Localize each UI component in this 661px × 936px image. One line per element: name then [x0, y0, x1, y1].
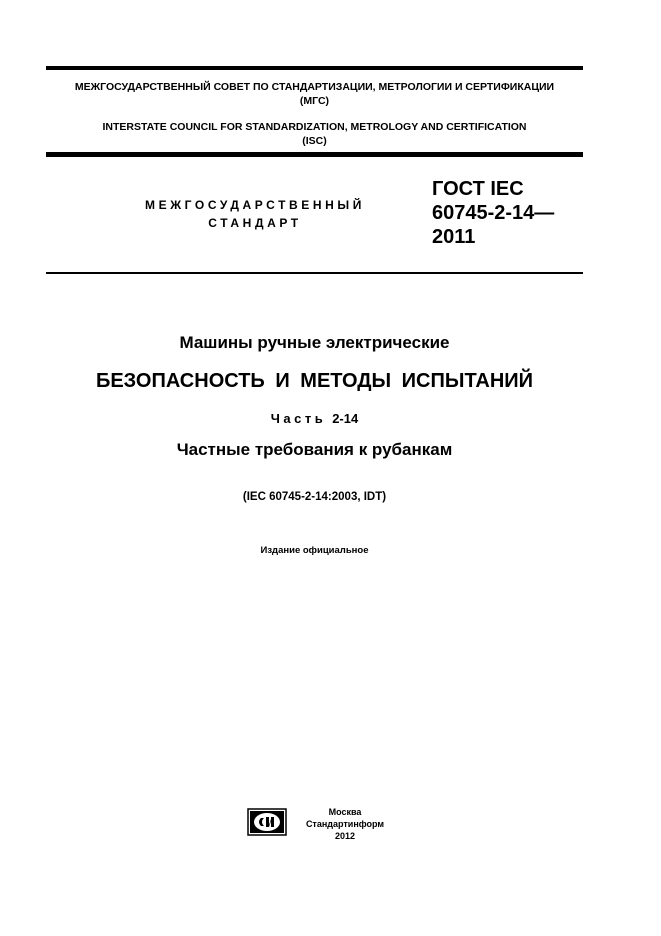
standard-type-line2: СТАНДАРТ: [208, 216, 302, 230]
publisher-city: Москва: [328, 807, 362, 817]
part-label: [46, 411, 583, 426]
council-ru-block: [46, 80, 583, 108]
standartinform-logo-icon: [247, 808, 287, 836]
standard-designation: [432, 177, 612, 249]
council-ru-name: МЕЖГОСУДАРСТВЕННЫЙ СОВЕТ ПО СТАНДАРТИЗАЦИИ, МЕТРОЛОГИИ И СЕРТИФИКАЦИИ: [74, 81, 555, 93]
publisher-year: 2012: [334, 831, 356, 841]
council-en-block: [46, 120, 583, 148]
designation-line2: 60745-2-14—: [432, 202, 555, 224]
standard-type-line1: МЕЖГОСУДАРСТВЕННЫЙ: [145, 198, 365, 212]
top-rule: [46, 66, 583, 70]
part-word: Часть: [270, 411, 327, 426]
designation-line1: ГОСТ IEC: [432, 178, 524, 200]
title-main: БЕЗОПАСНОСТЬ И МЕТОДЫ ИСПЫТАНИЙ: [95, 370, 534, 392]
council-en-name: INTERSTATE COUNCIL FOR STANDARDIZATION, METROLOGY AND CERTIFICATION: [102, 121, 527, 133]
part-number: 2-14: [332, 411, 359, 426]
iec-reference: (IEC 60745-2-14:2003, IDT): [242, 491, 387, 503]
standard-type: [110, 196, 400, 232]
header-rule: [46, 152, 583, 157]
council-ru-abbr: (МГС): [299, 95, 330, 107]
council-en-abbr: (ISC): [302, 135, 327, 147]
edition-note: Издание официальное: [260, 545, 369, 556]
title-line1: Машины ручные электрические: [179, 333, 450, 352]
publisher-name: Стандартинформ: [305, 819, 385, 829]
title-line3: Частные требования к рубанкам: [176, 440, 453, 459]
designation-rule: [46, 272, 583, 274]
publisher-block: [300, 806, 390, 842]
designation-line3: 2011: [432, 226, 476, 248]
